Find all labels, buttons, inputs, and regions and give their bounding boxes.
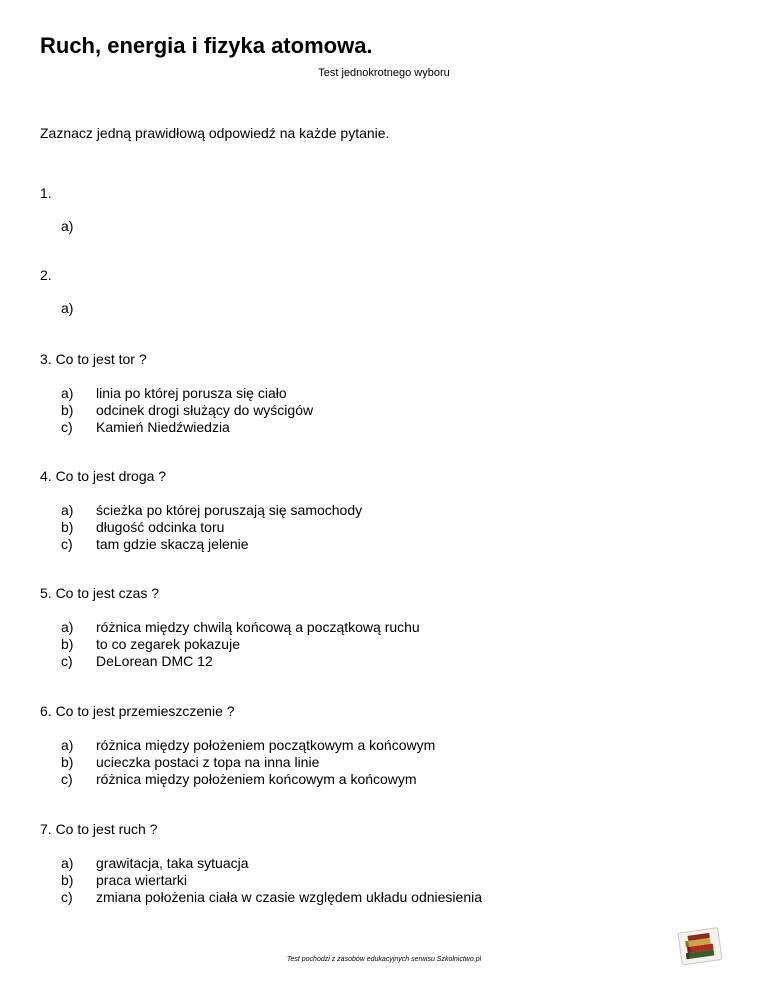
question-text: 3. Co to jest tor ? <box>40 351 147 367</box>
answer-list <box>40 502 740 553</box>
answer-letter: c) <box>61 889 73 905</box>
question-text: 4. Co to jest droga ? <box>40 468 167 484</box>
question-7 <box>40 820 740 906</box>
answer-option[interactable] <box>40 889 740 906</box>
question-text: 5. Co to jest czas ? <box>40 585 160 601</box>
answer-letter: a) <box>61 737 74 753</box>
answer-letter: a) <box>61 300 74 316</box>
answer-option[interactable] <box>40 502 740 519</box>
answer-option[interactable] <box>40 419 740 436</box>
answer-option[interactable] <box>40 771 740 788</box>
answer-option[interactable] <box>40 300 740 317</box>
answer-letter: a) <box>61 619 74 635</box>
answer-option[interactable] <box>40 519 740 536</box>
answer-option[interactable] <box>40 402 740 419</box>
question-1 <box>40 184 740 235</box>
question-text: 6. Co to jest przemieszczenie ? <box>40 703 235 719</box>
page-subtitle: Test jednokrotnego wyboru <box>318 67 450 79</box>
answer-letter: a) <box>61 218 74 234</box>
answer-text: Kamień Niedźwiedzia <box>96 419 230 435</box>
page-title: Ruch, energia i fizyka atomowa. <box>40 33 373 58</box>
answer-option[interactable] <box>40 218 740 235</box>
answer-text: praca wiertarki <box>96 872 188 888</box>
answer-letter: b) <box>61 636 74 652</box>
answer-option[interactable] <box>40 619 740 636</box>
question-text: 7. Co to jest ruch ? <box>40 821 158 837</box>
answer-letter: b) <box>61 872 74 888</box>
answer-list <box>40 385 740 436</box>
answer-text: różnica między położeniem początkowym a końcowym <box>96 737 436 753</box>
answer-letter: c) <box>61 771 73 787</box>
answer-text: ścieżka po której poruszają się samochody <box>96 502 363 518</box>
answer-text: długość odcinka toru <box>96 519 225 535</box>
answer-letter: b) <box>61 402 74 418</box>
answer-letter: a) <box>61 855 74 871</box>
answer-text: linia po której porusza się ciało <box>96 385 287 401</box>
question-text: 2. <box>40 267 52 283</box>
answer-list <box>40 737 740 788</box>
answer-text: ucieczka postaci z topa na inna linie <box>96 754 320 770</box>
answer-letter: b) <box>61 519 74 535</box>
answer-text: różnica między chwilą końcową a początkową ruchu <box>96 619 420 635</box>
answer-text: różnica między położeniem końcowym a końcowym <box>96 771 417 787</box>
answer-list <box>40 619 740 670</box>
answer-letter: b) <box>61 754 74 770</box>
answer-option[interactable] <box>40 385 740 402</box>
answer-list <box>40 855 740 906</box>
answer-option[interactable] <box>40 737 740 754</box>
question-3 <box>40 350 740 436</box>
question-5 <box>40 584 740 670</box>
answer-option[interactable] <box>40 636 740 653</box>
question-text: 1. <box>40 185 52 201</box>
answer-letter: a) <box>61 502 74 518</box>
books-icon <box>676 924 728 968</box>
answer-option[interactable] <box>40 754 740 771</box>
answer-list <box>40 300 740 317</box>
answer-letter: c) <box>61 536 73 552</box>
question-2 <box>40 266 740 317</box>
answer-list <box>40 218 740 235</box>
answer-text: to co zegarek pokazuje <box>96 636 240 652</box>
answer-letter: c) <box>61 419 73 435</box>
answer-text: tam gdzie skaczą jelenie <box>96 536 249 552</box>
question-6 <box>40 702 740 788</box>
answer-text: DeLorean DMC 12 <box>96 653 213 669</box>
answer-option[interactable] <box>40 653 740 670</box>
answer-option[interactable] <box>40 855 740 872</box>
answer-letter: a) <box>61 385 74 401</box>
instruction-text: Zaznacz jedną prawidłową odpowiedź na każde pytanie. <box>40 125 390 141</box>
answer-text: zmiana położenia ciała w czasie względem układu odniesienia <box>96 889 482 905</box>
answer-letter: c) <box>61 653 73 669</box>
answer-option[interactable] <box>40 872 740 889</box>
footer-source-note: Test pochodzi z zasobów edukacyjnych serwisu Szkolnictwo.pl <box>286 956 482 963</box>
answer-option[interactable] <box>40 536 740 553</box>
answer-text: grawitacja, taka sytuacja <box>96 855 249 871</box>
question-4 <box>40 467 740 553</box>
answer-text: odcinek drogi służący do wyścigów <box>96 402 314 418</box>
